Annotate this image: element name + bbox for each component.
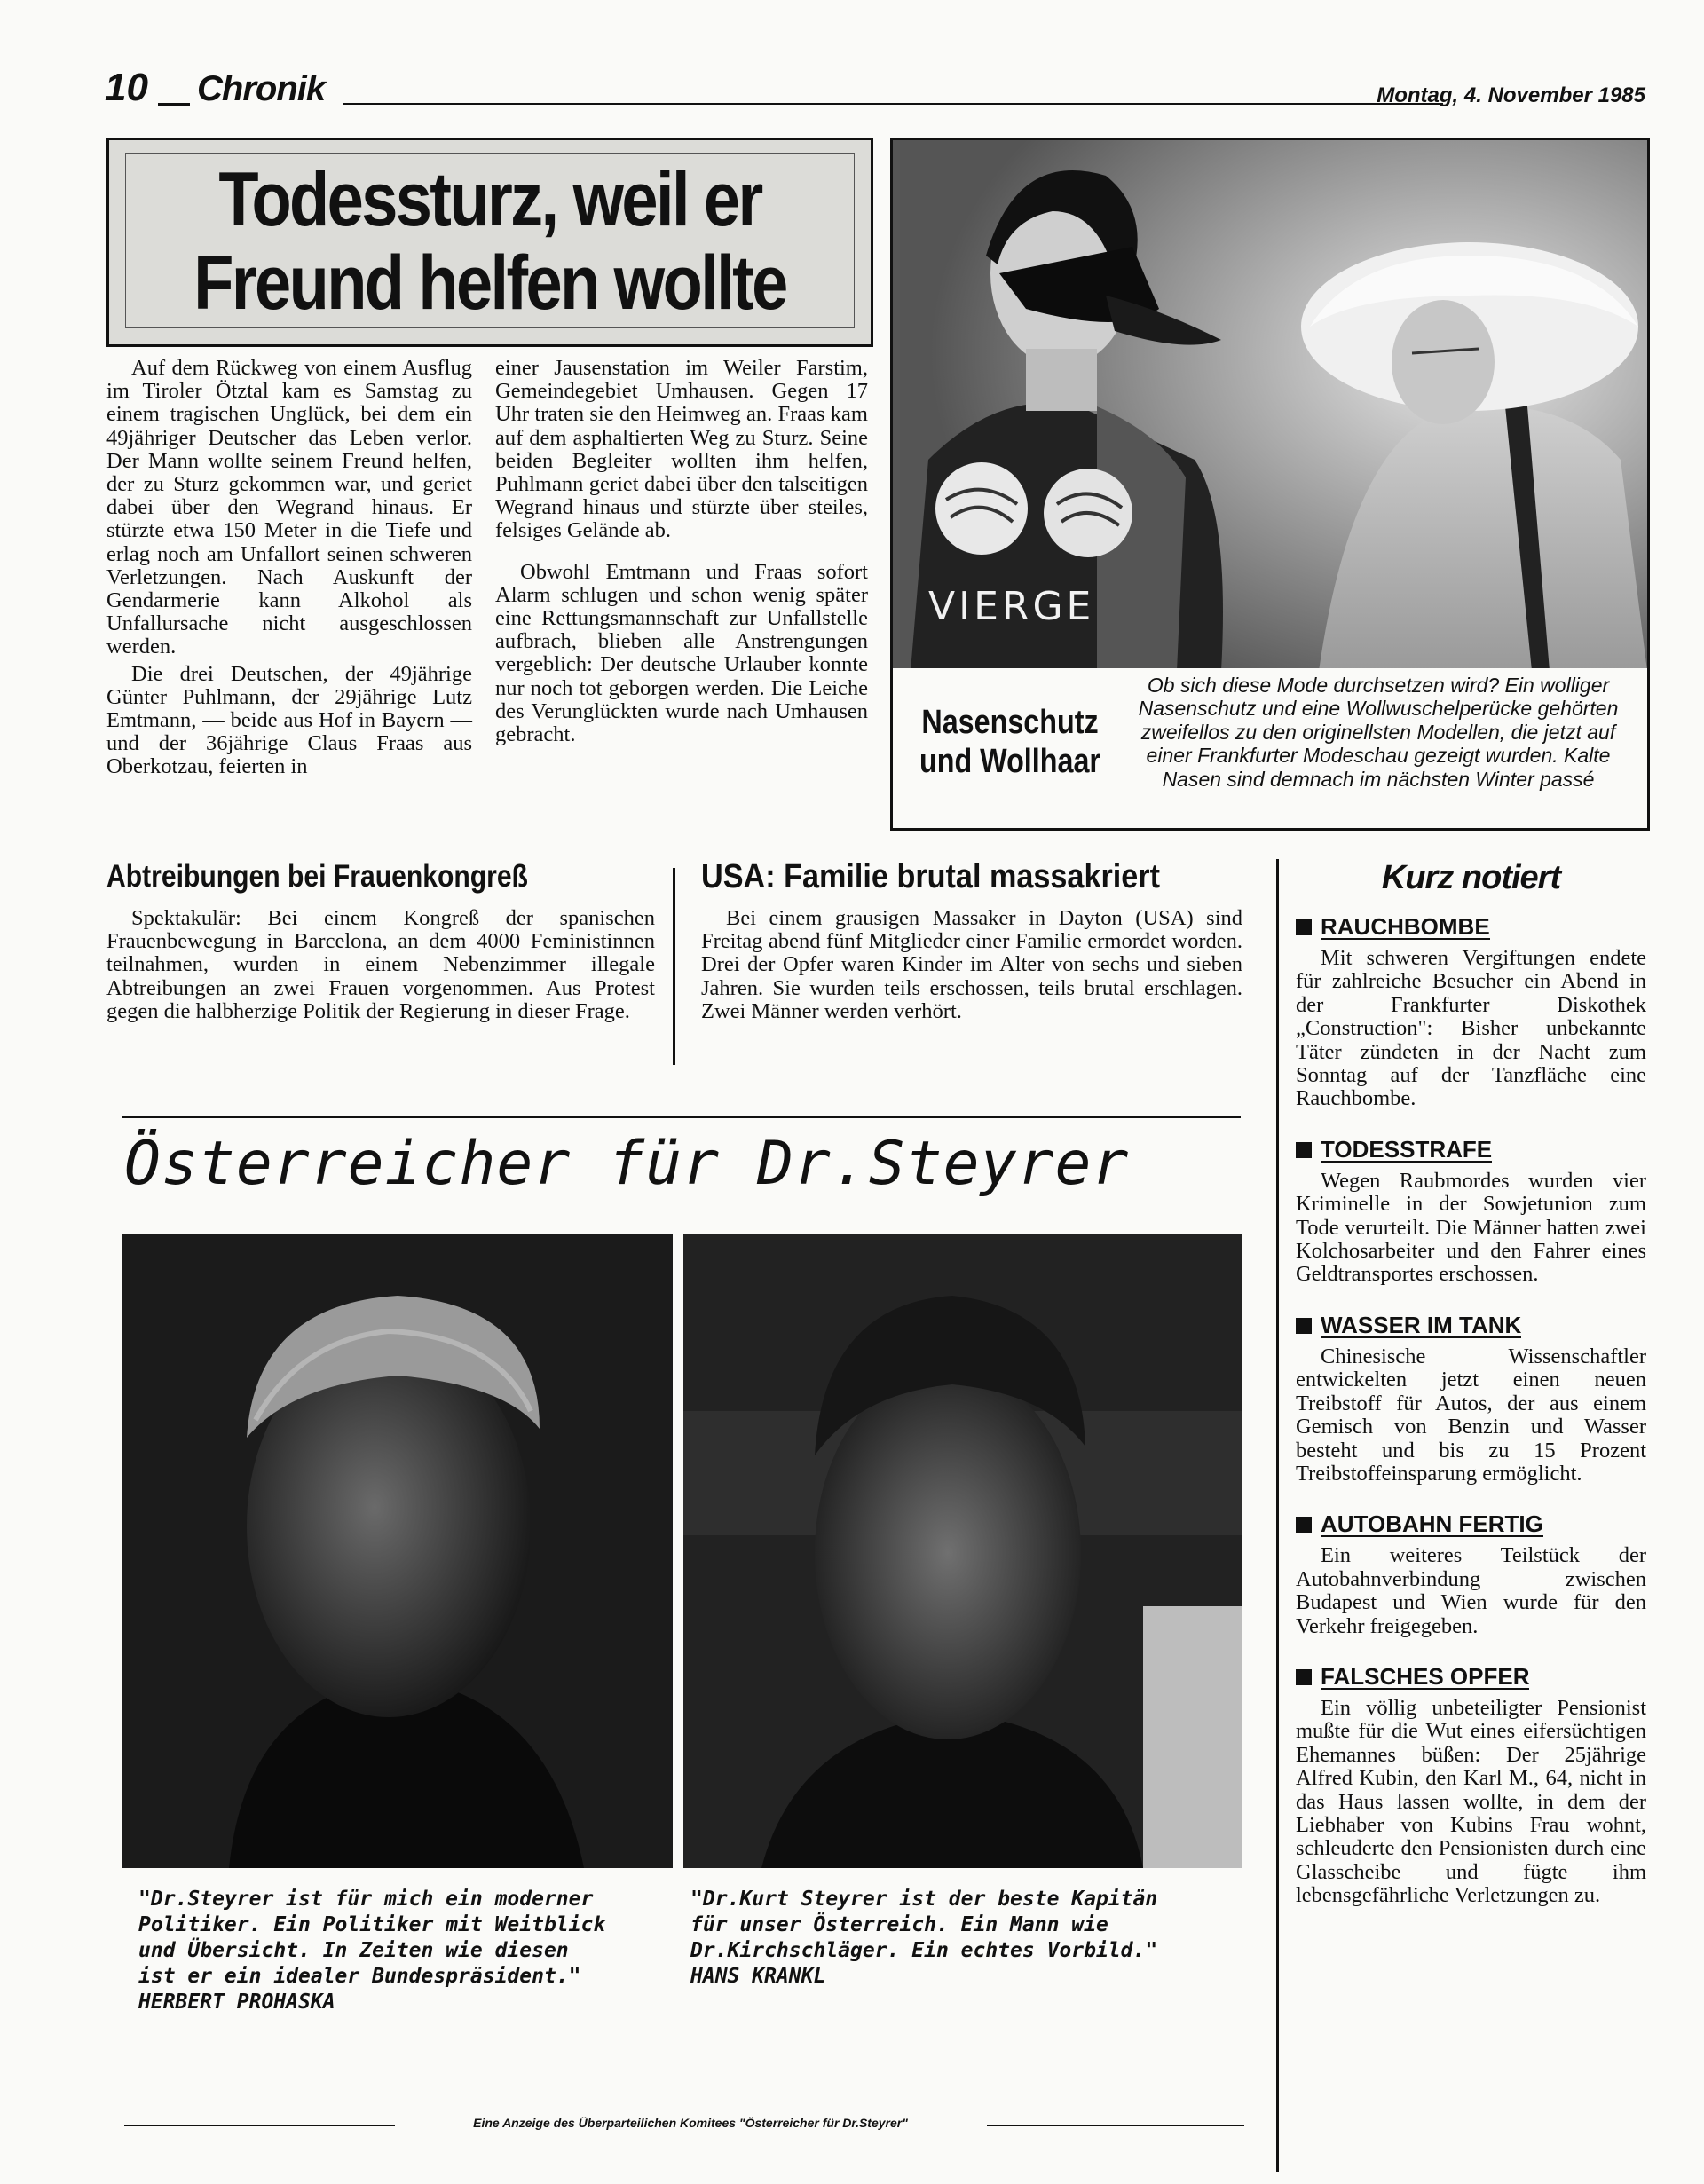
kurz-item-title: TODESSTRAFE — [1321, 1135, 1493, 1163]
fashion-photo — [890, 138, 1650, 674]
ad-top-rule — [122, 1116, 1241, 1118]
ad-bottom-rule-right — [987, 2125, 1244, 2126]
kurz-item-title: FALSCHES OPFER — [1321, 1662, 1530, 1690]
section-title: Chronik — [197, 69, 326, 108]
usa-headline: USA: Familie brutal massakriert — [701, 858, 1160, 895]
square-bullet-icon — [1296, 1142, 1312, 1158]
column-divider — [673, 868, 675, 1065]
usa-text: Bei einem grausigen Massaker in Dayton (USA) sind Freitag abend fünf Mitglieder einer Familie ermordet worden. Drei der Opfer waren Kinder im Alter von sechs und sieben Jahren. Sie wurden teils erschossen, teils brutal erschlagen. Zwei Männer werden verhört. — [701, 906, 1242, 1023]
fashion-title-line2: und Wollhaar — [919, 743, 1100, 780]
lead-col1-para1: Auf dem Rückweg von einem Ausflug im Tiroler Ötztal kam es Samstag zu einem tragischen Unglück, bei dem ein 49jähriger Deutscher das Leben verlor. Der Mann wollte seinem Freund helfen, der zu Sturz gekommen war, und geriet dabei über den Wegrand hinaus. Er stürzte etwa 150 Meter in die Tiefe und erlag noch am Unfallort seinen schweren Verletzungen. Nach Auskunft der Gendarmerie kann Alkohol als Unfallursache nicht ausgeschlossen werden. — [106, 356, 472, 659]
page-number: 10 — [105, 66, 148, 109]
kurz-item-text: Chinesische Wissenschaftler entwickelten jetzt einen neuen Treibstoff für Autos, der aus einem Gemisch von Benzin und Wasser besteht und bis zu 15 Prozent Treibstoffeinsparung ermöglicht. — [1296, 1344, 1646, 1486]
square-bullet-icon — [1296, 1318, 1312, 1334]
kurz-item-text: Mit schweren Vergiftungen endete für zahlreiche Besucher ein Abend in der Frankfurter Diskothek „Construction": Bisher unbekannte Täter zündeten in der Nacht zum Sonntag auf der Tanzfläche eine Rauchbombe. — [1296, 946, 1646, 1111]
kurz-item-heading — [1296, 1313, 1646, 1338]
quote-line: und Übersicht. In Zeiten wie diesen — [138, 1939, 569, 1962]
kurz-item — [1296, 1512, 1646, 1638]
kurz-item — [1296, 1313, 1646, 1486]
fashion-title-line1: Nasenschutz — [921, 704, 1099, 741]
kurz-item — [1296, 1135, 1646, 1287]
usa-story — [701, 859, 1242, 1023]
lead-headline-line1: Todessturz, weil er — [218, 157, 761, 242]
fashion-caption-box — [890, 668, 1650, 831]
lead-col2-para1: einer Jausenstation im Weiler Farstim, Gemeindegebiet Umhausen. Gegen 17 Uhr traten sie den Heimweg an. Fraas kam auf dem asphaltierten Weg zu Sturz. Seine beiden Begleiter wollten ihm helfen, Puhlmann geriet dabei über den talseitigen Wegrand hinaus und stürzte über steiles, felsiges Gelände ab. — [495, 356, 868, 543]
quote-krankl — [690, 1887, 1241, 1990]
quote-line: "Dr.Steyrer ist für mich ein moderner — [138, 1888, 594, 1911]
kurz-item-title: WASSER IM TANK — [1321, 1311, 1522, 1338]
abtreibung-story — [106, 859, 655, 1023]
ad-photo — [122, 1234, 1242, 1868]
ad-bottom-rule-left — [124, 2125, 395, 2126]
lead-col2-para2: Obwohl Emtmann und Fraas sofort Alarm schlugen und schon wenig später eine Rettungsmannschaft zur Unfallstelle aufbrach, blieben alle Anstrengungen vergeblich: Der deutsche Urlauber konnte nur noch tot geborgen werden. Die Leiche des Verunglückten wurde nach Umhausen gebracht. — [495, 559, 868, 747]
lead-story-col2 — [495, 357, 868, 746]
ad-headline: Österreicher für Dr.Steyrer — [124, 1129, 1130, 1199]
kurz-item-heading — [1296, 1662, 1646, 1690]
lead-headline-line2: Freund helfen wollte — [193, 240, 786, 326]
quote-krankl-author: HANS KRANKL — [690, 1965, 826, 1988]
square-bullet-icon — [1296, 919, 1312, 935]
abtreibung-text: Spektakulär: Bei einem Kongreß der spanischen Frauenbewegung in Barcelona, an dem 4000 Feministinnen teilnahmen, wurden in einem Nebenzimmer illegale Abtreibungen an zwei Frauen vorgenommen. Aus Protest gegen die halbherzige Politik der Regierung in dieser Frage. — [106, 906, 655, 1023]
kurz-item-heading — [1296, 915, 1646, 940]
square-bullet-icon — [1296, 1517, 1312, 1533]
square-bullet-icon — [1296, 1669, 1312, 1685]
quote-line: Dr.Kirchschläger. Ein echtes Vorbild." — [690, 1939, 1158, 1962]
kurz-item — [1296, 915, 1646, 1111]
kurz-title: Kurz notiert — [1381, 859, 1561, 896]
kurz-item-title: AUTOBAHN FERTIG — [1321, 1510, 1543, 1538]
kurz-item-heading — [1296, 1512, 1646, 1537]
kurz-item-heading — [1296, 1135, 1646, 1163]
abtreibung-headline: Abtreibungen bei Frauenkongreß — [106, 859, 528, 894]
kurz-item-text: Ein weiteres Teilstück der Autobahnverbindung zwischen Budapest und Wien wurde für den Verkehr freigegeben. — [1296, 1543, 1646, 1638]
quote-prohaska — [138, 1887, 671, 2015]
page-header — [105, 66, 1649, 119]
lead-col1-para2: Die drei Deutschen, der 49jährige Günter Puhlmann, der 29jährige Lutz Emtmann, — beide aus Hof in Bayern — und der 36jährige Claus Fraas aus Oberkotzau, feierten in — [106, 661, 472, 779]
quote-prohaska-author: HERBERT PROHASKA — [138, 1991, 335, 2014]
lead-story-col1 — [106, 357, 472, 779]
kurz-item-text: Wegen Raubmordes wurden vier Kriminelle in der Sowjetunion zum Tode verurteilt. Die Männer hatten zwei Kolchosarbeiter und den Fahrer eines Geldtransportes erschossen. — [1296, 1168, 1646, 1287]
quote-line: ist er ein idealer Bundespräsident." — [138, 1965, 581, 1988]
fashion-caption: Ob sich diese Mode durchsetzen wird? Ein wolliger Nasenschutz und eine Wollwuschelperücke gehörten zweifellos zu den originellsten Modellen, die jetzt auf einer Frankfurter Modeschau gezeigt wurden. Kalte Nasen sind demnach im nächsten Winter passé — [1138, 674, 1619, 791]
fashion-photo-text: VIERGE — [928, 584, 1095, 629]
quote-line: "Dr.Kurt Steyrer ist der beste Kapitän — [690, 1888, 1158, 1911]
kurz-item-title: RAUCHBOMBE — [1321, 913, 1490, 940]
ad-footer: Eine Anzeige des Überparteilichen Komitees "Österreicher für Dr.Steyrer" — [473, 2116, 908, 2130]
quote-line: für unser Österreich. Ein Mann wie — [690, 1913, 1108, 1936]
lead-headline-box — [106, 138, 873, 347]
issue-date: Montag, 4. November 1985 — [1377, 83, 1645, 107]
kurz-divider — [1276, 859, 1279, 2172]
kurz-notiert — [1296, 859, 1646, 1908]
kurz-item-text: Ein völlig unbeteiligter Pensionist mußte für die Wut eines eifersüchtigen Ehemannes büßen: Der 25jährige Alfred Kubin, den Karl M., 64, nicht in das Haus lassen wollte, in dem der Liebhaber von Kubins Frau wohnt, schleuderte den Pensionisten durch eine Glasscheibe und fügte ihm lebensgefährliche Verletzungen zu. — [1296, 1695, 1646, 1908]
kurz-item — [1296, 1662, 1646, 1908]
quote-line: Politiker. Ein Politiker mit Weitblick — [138, 1913, 606, 1936]
